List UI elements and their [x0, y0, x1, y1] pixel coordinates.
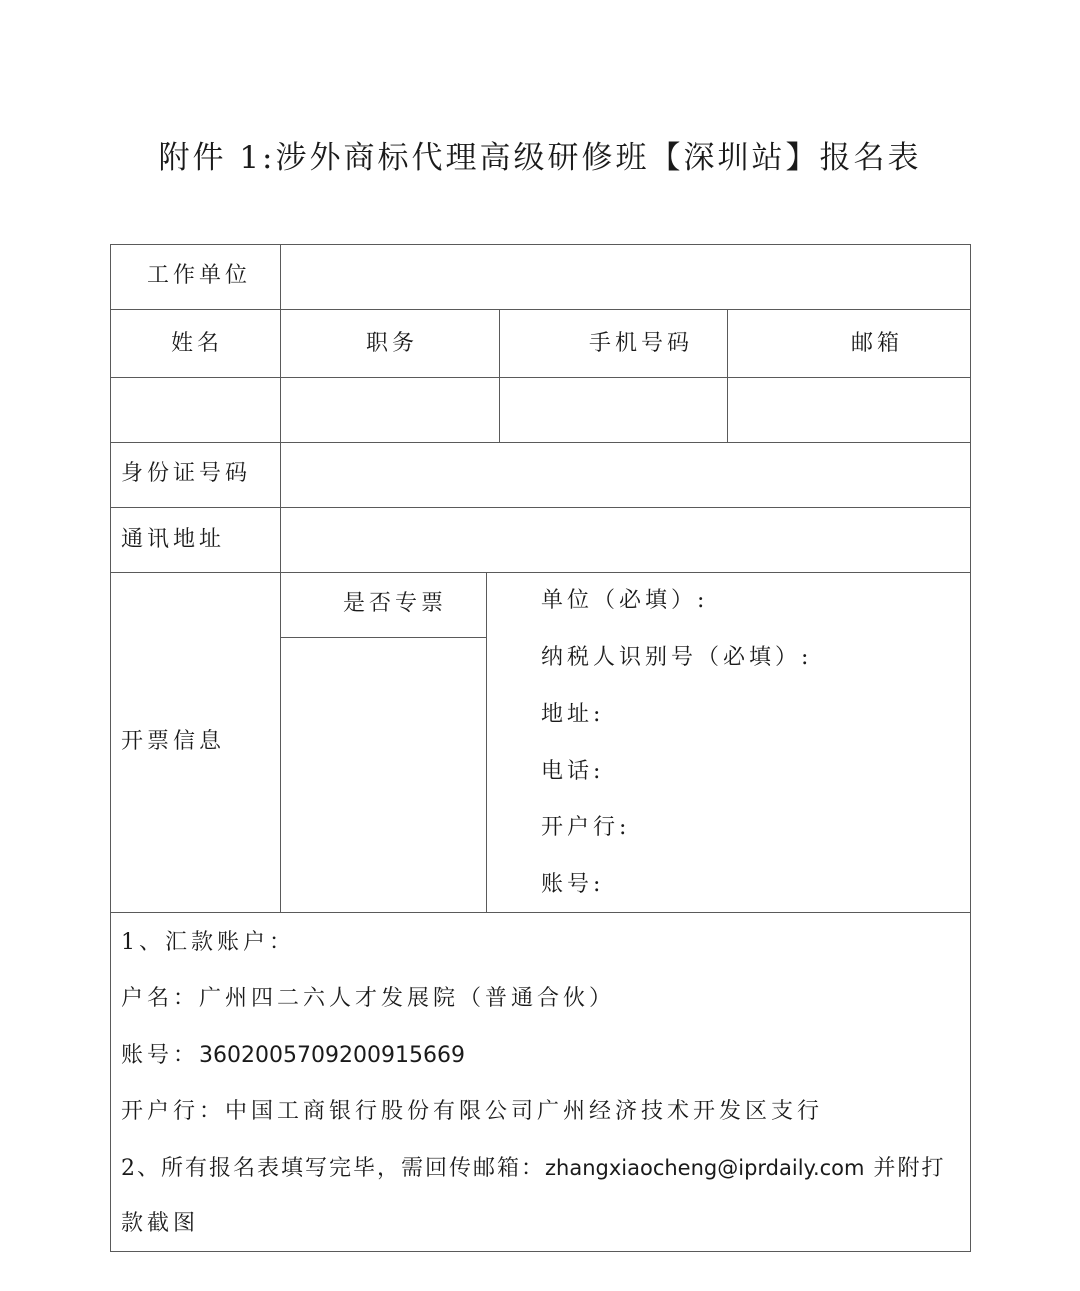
col-divider	[486, 572, 487, 912]
account-name-line	[121, 984, 615, 1014]
email-field[interactable]	[728, 378, 970, 442]
submission-note-suffix: 并附打	[864, 1156, 946, 1181]
row-divider	[111, 572, 970, 573]
bank-label: 开户行：	[121, 1099, 226, 1124]
row-divider	[111, 309, 970, 310]
id-number-label: 身份证号码	[121, 461, 252, 486]
invoice-unit-label: 单位（必填）:	[541, 588, 709, 613]
name-field[interactable]	[111, 378, 280, 442]
account-number-value: 3602005709200915669	[199, 1043, 465, 1068]
account-number-line	[121, 1041, 465, 1071]
account-name-label: 户名：	[121, 986, 200, 1011]
phone-field[interactable]	[500, 378, 727, 442]
submission-email-link[interactable]: zhangxiaocheng@iprdaily.com	[545, 1156, 865, 1180]
submission-note-prefix: 2、所有报名表填写完毕，需回传邮箱：	[121, 1156, 545, 1181]
id-number-field[interactable]	[281, 443, 970, 507]
invoice-phone-label: 电话:	[541, 759, 605, 784]
email-label: 邮箱	[851, 331, 904, 356]
bank-line	[121, 1097, 823, 1127]
invoice-account-label: 账号:	[541, 872, 605, 897]
name-label: 姓名	[171, 331, 224, 356]
registration-form	[110, 244, 971, 1252]
special-invoice-label: 是否专票	[343, 591, 448, 616]
position-field[interactable]	[281, 378, 499, 442]
work-unit-field[interactable]	[281, 245, 970, 309]
page-title: 附件 1:涉外商标代理高级研修班【深圳站】报名表	[158, 140, 922, 176]
invoice-address-label: 地址:	[541, 702, 605, 727]
submission-note-line	[121, 1153, 946, 1184]
account-number-label: 账号：	[121, 1043, 200, 1068]
special-invoice-field[interactable]	[281, 638, 486, 912]
invoice-bank-label: 开户行:	[541, 815, 631, 840]
phone-label: 手机号码	[589, 331, 694, 356]
invoice-label: 开票信息	[121, 729, 226, 754]
remittance-heading: 1、汇款账户：	[121, 930, 295, 955]
address-field[interactable]	[281, 508, 970, 572]
row-divider	[111, 912, 970, 913]
position-label: 职务	[366, 331, 419, 356]
submission-note-cont: 款截图	[121, 1211, 200, 1236]
invoice-taxpayer-id-label: 纳税人识别号（必填）:	[541, 645, 813, 670]
bank-value: 中国工商银行股份有限公司广州经济技术开发区支行	[225, 1099, 824, 1124]
work-unit-label: 工作单位	[147, 263, 252, 288]
address-label: 通讯地址	[121, 527, 226, 552]
account-name-value: 广州四二六人才发展院（普通合伙）	[199, 986, 616, 1011]
